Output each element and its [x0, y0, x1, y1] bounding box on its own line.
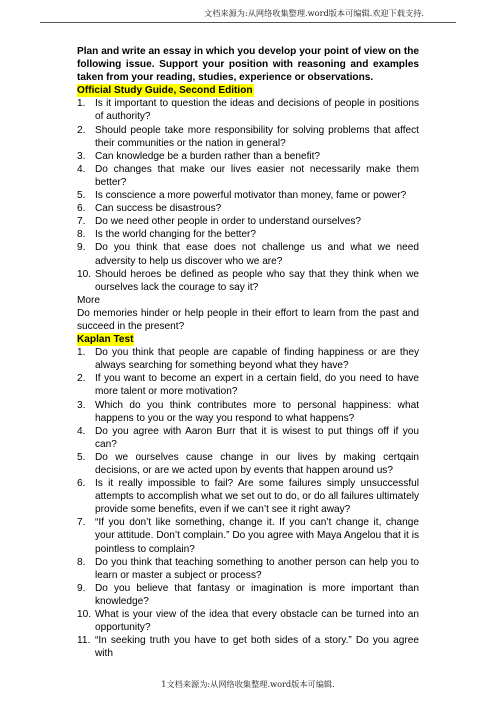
list-item: 7. “If you don’t like something, change it. If you can’t change it, change your attitude. Don’t complain.” Do you agree with Maya Angelou that it is pointless to complain? [77, 517, 419, 555]
list-item: 1. Do you think that people are capable of finding happiness or are they always searching for something beyond what they have? [77, 347, 419, 372]
list-item: 9. Do you believe that fantasy or imagination is more important than knowledge? [77, 582, 419, 607]
list-item: 11. “In seeking truth you have to get both sides of a story.” Do you agree with [77, 635, 419, 660]
more-label: More [77, 294, 100, 306]
list-item: 4. Do changes that make our lives easier not necessarily make them better? [77, 163, 419, 188]
list-item: 9. Do you think that ease does not challenge us and what we need adversity to help us discover who we are? [77, 242, 419, 267]
header-rule [40, 22, 456, 23]
list-item: 2. If you want to become an expert in a certain field, do you need to have more talent or more motivation? [77, 373, 419, 398]
list-item: 5. Do we ourselves cause change in our lives by making certqain decisions, or are we acted upon by events that happen around us? [77, 451, 419, 476]
list-item: 7. Do we need other people in order to understand ourselves? [77, 216, 361, 228]
list-item: 6. Can success be disastrous? [77, 203, 222, 215]
list-item: 6. Is it really impossible to fail? Are some failures simply unsuccessful attempts to accomplish what we set out to do, or do all failures ultimately provide some benefits, even if we can’t see it right away? [77, 478, 419, 516]
list-item: 10. What is your view of the idea that every obstacle can be turned into an opportunity? [77, 609, 419, 634]
kaplan-list [77, 346, 419, 660]
page-footer: 1文档来源为:从网络收集整理.word版本可编辑. [161, 679, 335, 689]
list-item: 8. Is the world changing for the better? [77, 229, 257, 241]
list-item: 3. Which do you think contributes more to personal happiness: what happens to you or the way you respond to what happens? [77, 399, 419, 424]
list-item: 2. Should people take more responsibility for solving problems that affect their communities or the nation in general? [77, 124, 419, 149]
document-body [77, 45, 419, 660]
section-title-official-guide: Official Study Guide, Second Edition [77, 85, 253, 97]
list-item: 8. Do you think that teaching something to another person can help you to learn or master a subject or process? [77, 556, 419, 581]
list-item: 10. Should heroes be defined as people who say that they think when we ourselves lack the courage to say it? [77, 268, 419, 293]
page-header: 文档来源为:从网络收集整理.word版本可编辑.欢迎下载支持. [204, 8, 424, 18]
list-item: 3. Can knowledge be a burden rather than a benefit? [77, 150, 321, 162]
official-guide-list [77, 97, 419, 293]
list-item: 5. Is conscience a more powerful motivator than money, fame or power? [77, 190, 407, 202]
list-item: 4. Do you agree with Aaron Burr that it is wisest to put things off if you can? [77, 425, 419, 450]
essay-prompt: Plan and write an essay in which you develop your point of view on the following issue. Support your position with reasoning and examples taken from your reading, studies, experience or observations. [77, 46, 419, 84]
more-text: Do memories hinder or help people in their effort to learn from the past and succeed in the present? [77, 307, 419, 332]
list-item: 1. Is it important to question the ideas and decisions of people in positions of authority? [77, 98, 419, 123]
section-title-kaplan: Kaplan Test [77, 334, 134, 346]
